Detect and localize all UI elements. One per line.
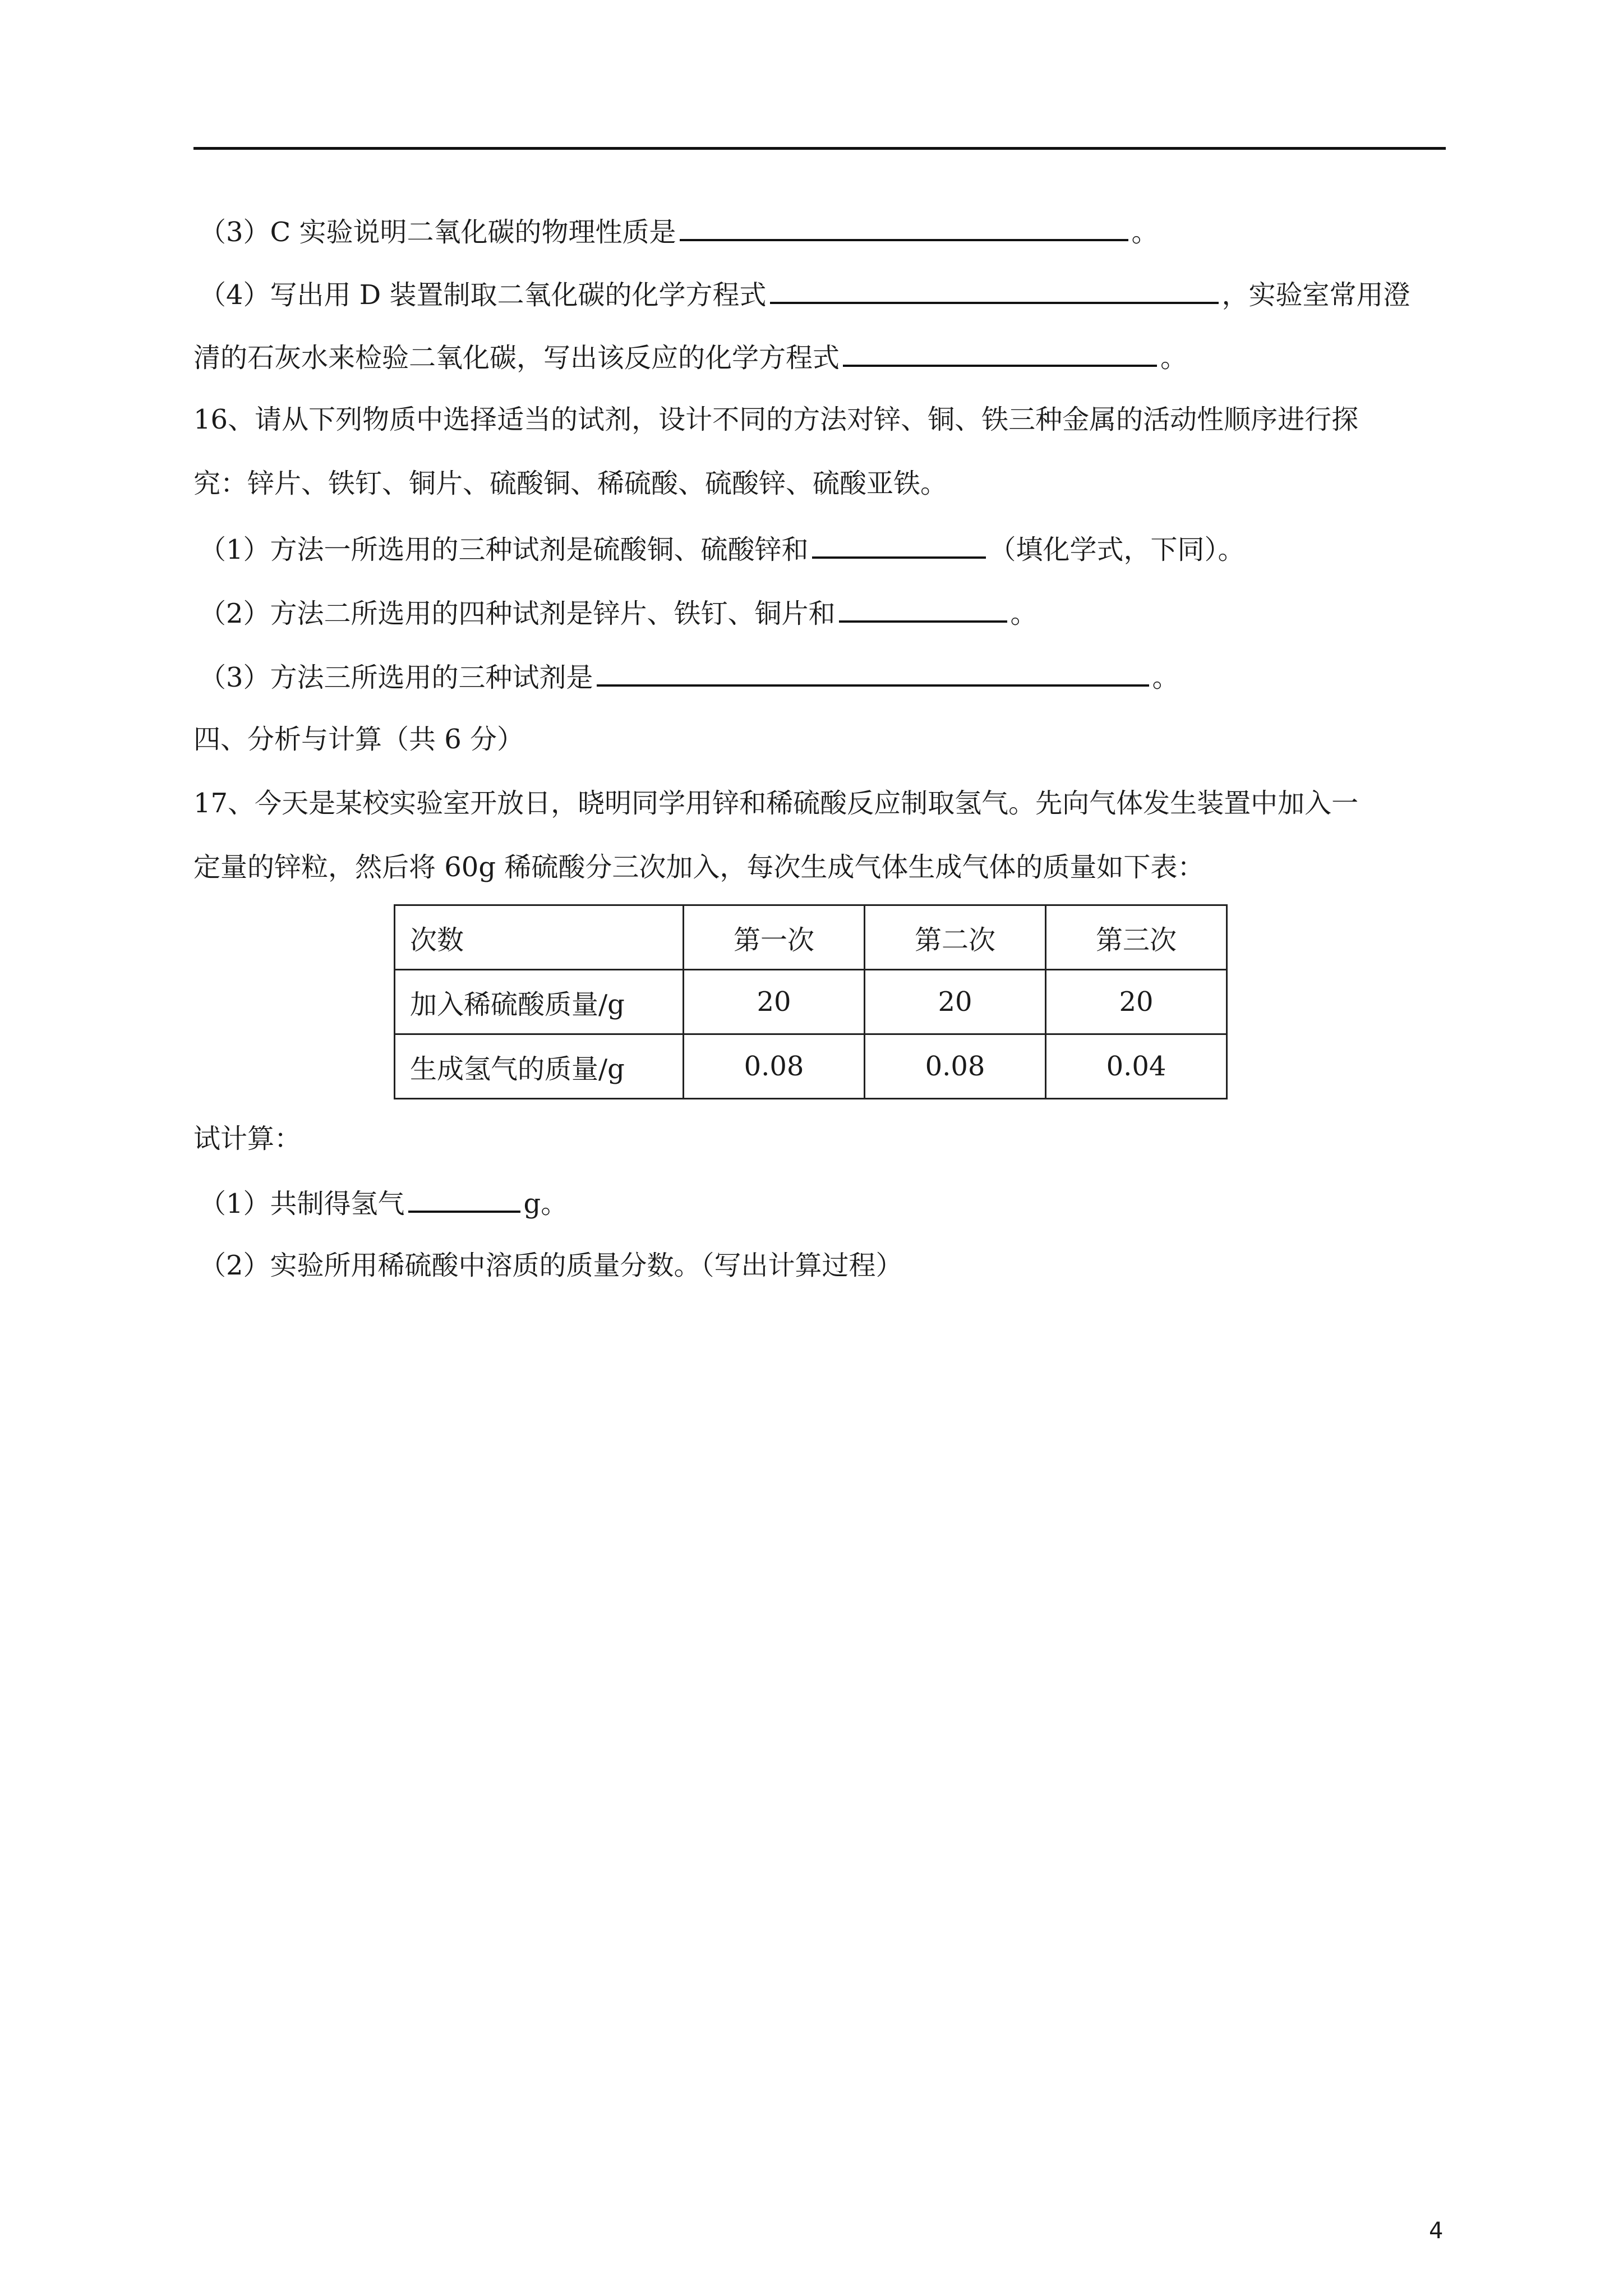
table-header-cell: 第三次: [1046, 905, 1227, 970]
table-row-label: 生成氢气的质量/g: [395, 1034, 684, 1099]
q15-4-text: （4）写出用 D 装置制取二氧化碳的化学方程式: [199, 279, 767, 311]
q16-1-answer-blank[interactable]: [812, 531, 986, 559]
q15-3-end: 。: [1131, 217, 1159, 248]
q17-1-answer-blank[interactable]: [408, 1185, 520, 1213]
q16-1-end: （填化学式，下同）。: [989, 534, 1245, 565]
q16-3-line: [199, 659, 1179, 694]
table-cell: 20: [684, 970, 865, 1034]
q16-3-text: （3）方法三所选用的三种试剂是: [199, 662, 593, 693]
q15-3-line: [199, 213, 1159, 249]
q17-2-line: （2）实验所用稀硫酸中溶质的质量分数。（写出计算过程）: [199, 1250, 903, 1281]
table-row: [395, 1034, 1227, 1099]
header-rule: [193, 147, 1446, 150]
q15-3-text: （3）C 实验说明二氧化碳的物理性质是: [199, 217, 676, 248]
q17-1-end: g。: [523, 1188, 568, 1220]
q15-3-answer-blank[interactable]: [680, 213, 1128, 241]
table-header-cell: 第一次: [684, 905, 865, 970]
q15-4-equation-blank[interactable]: [770, 276, 1219, 304]
table-header-cell: 次数: [395, 905, 684, 970]
q16-intro-line-2: 究：锌片、铁钉、铜片、硫酸铜、稀硫酸、硫酸锌、硫酸亚铁。: [193, 468, 948, 499]
q16-2-text: （2）方法二所选用的四种试剂是锌片、铁钉、铜片和: [199, 598, 836, 629]
q16-2-end: 。: [1010, 598, 1038, 629]
q16-2-line: [199, 595, 1038, 631]
page-number: 4: [1429, 2218, 1444, 2244]
table-cell: 0.08: [865, 1034, 1046, 1099]
q17-1-line: [199, 1185, 568, 1221]
q16-1-text: （1）方法一所选用的三种试剂是硫酸铜、硫酸锌和: [199, 534, 809, 565]
q15-4-text-2: 清的石灰水来检验二氧化碳，写出该反应的化学方程式: [193, 342, 840, 374]
q16-2-answer-blank[interactable]: [839, 595, 1007, 623]
table-row: [395, 970, 1227, 1034]
q15-4-limewater-blank[interactable]: [843, 339, 1157, 367]
hydrogen-data-table: [394, 904, 1228, 1099]
q15-4-line: [199, 276, 1410, 312]
q17-intro-line-2: 定量的锌粒，然后将 60g 稀硫酸分三次加入，每次生成气体生成气体的质量如下表：: [193, 852, 1205, 883]
table-cell: 0.08: [684, 1034, 865, 1099]
table-cell: 0.04: [1046, 1034, 1227, 1099]
section-4-heading: 四、分析与计算（共 6 分）: [193, 724, 524, 755]
table-header-cell: 第二次: [865, 905, 1046, 970]
q16-3-answer-blank[interactable]: [597, 659, 1149, 687]
q16-3-end: 。: [1152, 662, 1179, 693]
q16-intro-line-1: 16、请从下列物质中选择适当的试剂，设计不同的方法对锌、铜、铁三种金属的活动性顺序进行探: [193, 404, 1359, 435]
calc-label: 试计算：: [193, 1123, 302, 1154]
q17-intro-line-1: 17、今天是某校实验室开放日，晓明同学用锌和稀硫酸反应制取氢气。先向气体发生装置中加入一: [193, 788, 1359, 819]
q17-1-text: （1）共制得氢气: [199, 1188, 405, 1220]
table-header-row: [395, 905, 1227, 970]
table-row-label: 加入稀硫酸质量/g: [395, 970, 684, 1034]
q15-4-text-cont: ，实验室常用澄: [1221, 279, 1410, 311]
table-cell: 20: [865, 970, 1046, 1034]
q15-4-end: 。: [1160, 342, 1188, 374]
q16-1-line: [199, 531, 1245, 567]
table-cell: 20: [1046, 970, 1227, 1034]
q15-4-line-2: [193, 339, 1187, 375]
